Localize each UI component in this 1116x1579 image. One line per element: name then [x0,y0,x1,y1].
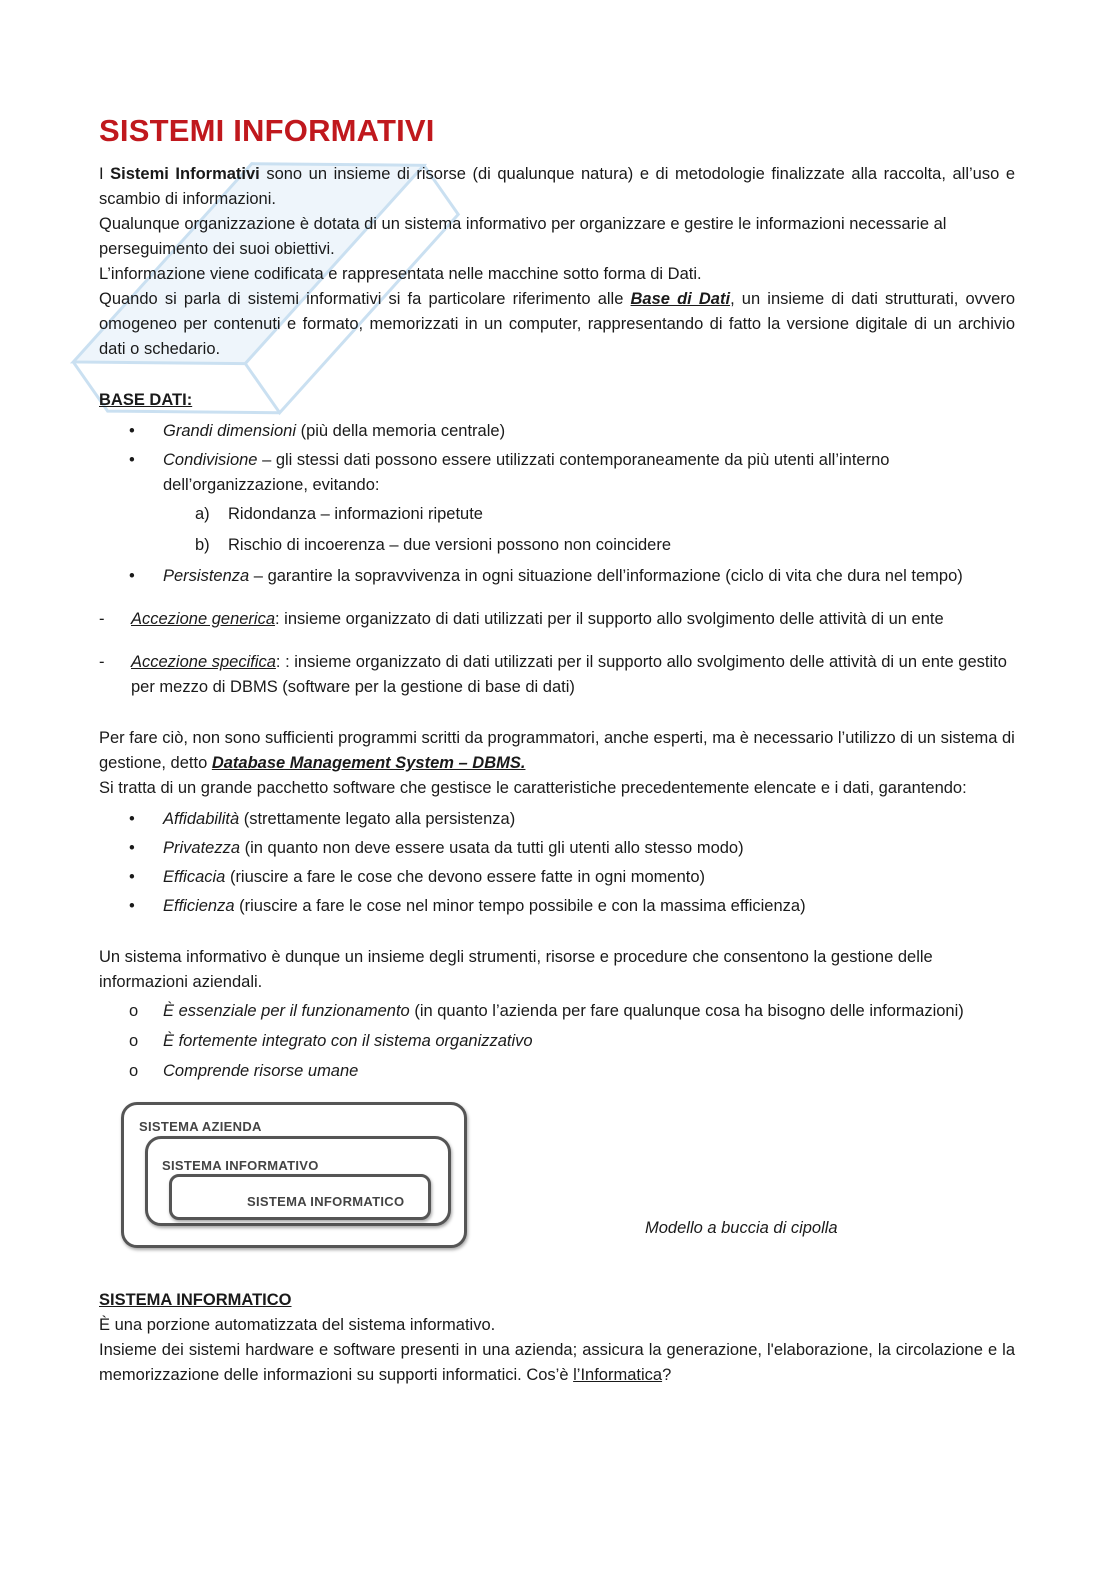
sistema-list [99,999,1015,1084]
item-text: (più della memoria centrale) [295,422,506,440]
item-term: Comprende risorse umane [163,1062,359,1080]
bullet-icon: • [129,839,135,857]
intro-paragraph-3: L’informazione viene codificata e rappresentata nelle macchine sotto forma di Dati. [99,265,702,283]
diagram-caption: Modello a buccia di cipolla [645,1219,838,1237]
intro-text: sono un insieme di risorse (di qualunque natura) e di metodologie finalizzate alla raccolta, all’uso e scambio di informazioni. [99,165,1016,208]
intro-paragraph-2: Qualunque organizzazione è dotata di un sistema informativo per organizzare e gestire le informazioni necessarie al perseguimento dei suoi obiettivi. [99,215,947,258]
base-dati-list-cont [99,564,1015,589]
dbms-paragraph-2: Si tratta di un grande pacchetto software che gestisce le caratteristiche precedentemente elencate e i dati, garantendo: [99,779,967,797]
list-item [99,1059,1015,1084]
item-term: Accezione specifica [131,653,276,671]
item-term: Condivisione [163,451,258,469]
bullet-icon: • [129,451,135,469]
informatico-paragraph-1: È una porzione automatizzata del sistema informativo. [99,1316,496,1334]
accezione-generica [99,607,1015,632]
dash-marker: - [99,610,105,628]
list-item [99,807,1015,832]
bullet-icon: • [129,897,135,915]
item-text: : insieme organizzato di dati utilizzati per il supporto allo svolgimento delle attività di un ente [275,610,944,628]
item-text: Ridondanza – informazioni ripetute [228,505,483,523]
item-text: (riuscire a fare le cose che devono essere fatte in ogni momento) [225,868,706,886]
label-sistema-informatico: SISTEMA INFORMATICO [247,1194,405,1209]
item-text: (riuscire a fare le cose nel minor tempo possibile e con la massima efficienza) [234,897,806,915]
list-item [99,564,1015,589]
item-term: Efficienza [163,897,235,915]
informatico-suffix: ? [662,1366,672,1384]
page-title: SISTEMI INFORMATIVI [99,113,435,148]
dash-marker: - [99,653,105,671]
circle-bullet-icon: o [129,1002,139,1020]
item-text: (in quanto non deve essere usata da tutti gli utenti allo stesso modo) [240,839,744,857]
item-term: Persistenza [163,567,250,585]
sub-marker: a) [195,505,210,523]
intro-prefix: I [99,165,111,183]
dbms-link[interactable]: Database Management System – DBMS. [211,754,526,772]
list-item [99,999,1015,1024]
list-item [99,419,1015,444]
item-text: (in quanto l’azienda per fare qualunque cosa ha bisogno delle informazioni) [409,1002,964,1020]
item-term: Privatezza [163,839,241,857]
document-content [99,112,1015,1388]
dbms-paragraph-1 [99,726,1015,776]
list-item [99,865,1015,890]
circle-bullet-icon: o [129,1032,139,1050]
item-text: : : insieme organizzato di dati utilizzati per il supporto allo svolgimento delle attività di un ente gestito per mezzo di DBMS (software per la gestione di base di dati) [131,653,1007,696]
item-term: Efficacia [163,868,226,886]
bullet-icon: • [129,868,135,886]
item-term: È fortemente integrato con il sistema organizzativo [163,1032,533,1050]
condivisione-sublist [99,502,1015,558]
item-term: Grandi dimensioni [163,422,296,440]
list-item [99,502,1015,527]
list-item [99,448,1015,498]
list-item [99,533,1015,558]
bullet-icon: • [129,810,135,828]
circle-bullet-icon: o [129,1062,139,1080]
intro-paragraph-4 [99,287,1015,362]
onion-model-diagram [99,1102,1015,1262]
dbms-list [99,807,1015,919]
informatico-text: Insieme dei sistemi hardware e software presenti in una azienda; assicura la generazione, l'elaborazione, la circolazione e la memorizzazione delle informazioni su supporti informatici. Cos’è [99,1341,1015,1384]
item-text: – gli stessi dati possono essere utilizzati contemporaneamente da più utenti all’interno dell’organizzazione, evitando: [163,451,890,494]
bullet-icon: • [129,422,135,440]
informatica-link[interactable]: l’Informatica [573,1366,663,1384]
informatico-paragraph-2 [99,1338,1015,1388]
intro-bold-term: Sistemi Informativi [110,165,260,183]
intro-p4-text: , un insieme di dati strutturati, ovvero omogeneo per contenuti e formato, memorizzati in un computer, rappresentando di fatto la versione digitale di un archivio dati o schedario. [99,290,1016,358]
base-di-dati-link[interactable]: Base di Dati [630,290,731,308]
label-sistema-azienda: SISTEMA AZIENDA [139,1119,262,1134]
list-item [99,836,1015,861]
label-sistema-informativo: SISTEMA INFORMATIVO [162,1158,319,1173]
sistema-informatico-heading: SISTEMA INFORMATICO [99,1291,292,1309]
dbms-text: Per fare ciò, non sono sufficienti programmi scritti da programmatori, anche esperti, ma è necessario l’utilizzo di un sistema di gestione, detto [99,729,1015,772]
list-item [99,1029,1015,1054]
base-dati-heading: BASE DATI: [99,391,193,409]
sub-marker: b) [195,536,210,554]
list-item [99,894,1015,919]
sistema-paragraph: Un sistema informativo è dunque un insieme degli strumenti, risorse e procedure che consentono la gestione delle informazioni aziendali. [99,948,933,991]
item-text: (strettamente legato alla persistenza) [239,810,516,828]
base-dati-list [99,419,1015,498]
item-text: – garantire la sopravvivenza in ogni situazione dell’informazione (ciclo di vita che dura nel tempo) [249,567,963,585]
accezione-specifica [99,650,1015,700]
item-term: Accezione generica [131,610,276,628]
item-term: Affidabilità [163,810,240,828]
intro-p4-prefix: Quando si parla di sistemi informativi si fa particolare riferimento alle [99,290,631,308]
bullet-icon: • [129,567,135,585]
item-text: Rischio di incoerenza – due versioni possono non coincidere [228,536,672,554]
intro-paragraph-1 [99,162,1015,212]
item-term: È essenziale per il funzionamento [163,1002,410,1020]
